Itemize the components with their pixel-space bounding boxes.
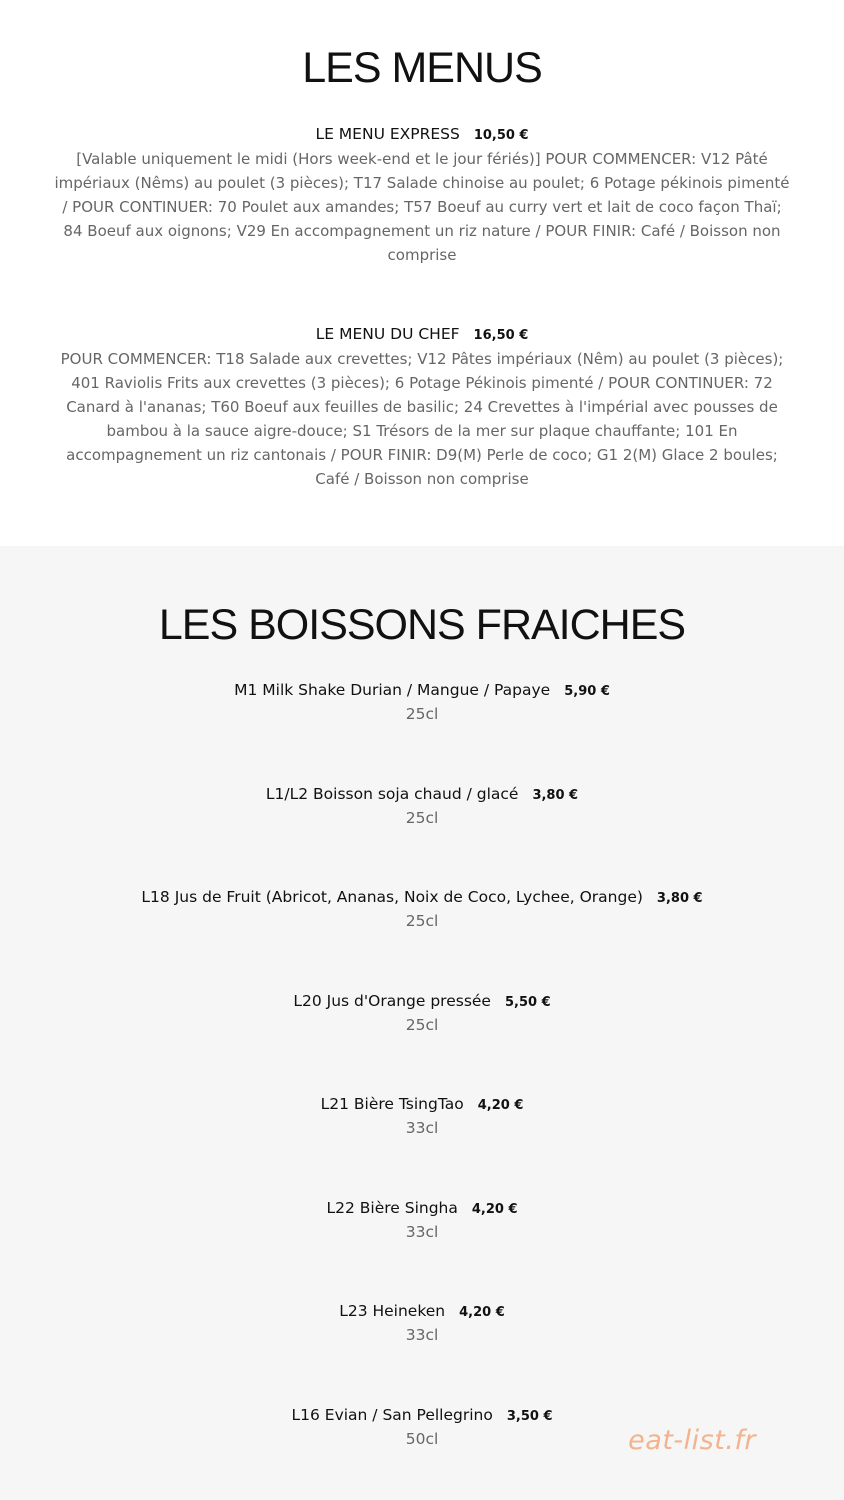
drink-item-price: 4,20 € (477, 1098, 524, 1113)
drink-item-name: L16 Evian / San Pellegrino (291, 1406, 493, 1424)
drink-item-name: L20 Jus d'Orange pressée (293, 992, 491, 1010)
drinks-section (0, 546, 844, 1500)
drink-item (0, 1198, 844, 1242)
drink-item-volume: 33cl (405, 1223, 439, 1241)
drink-item-name: L21 Bière TsingTao (320, 1095, 464, 1113)
menu-item (0, 124, 844, 267)
menu-item (0, 324, 844, 491)
menu-item-price: 16,50 € (473, 328, 529, 343)
drink-item-price: 5,50 € (504, 995, 551, 1010)
drinks-title: LES BOISSONS FRAICHES (158, 601, 686, 649)
drink-item-price: 3,80 € (532, 788, 579, 803)
menu-item-name: LE MENU EXPRESS (315, 125, 460, 143)
drink-item-price: 4,20 € (471, 1202, 518, 1217)
drink-item (0, 1094, 844, 1138)
drink-item (0, 991, 844, 1035)
drink-item-name: L18 Jus de Fruit (Abricot, Ananas, Noix de Coco, Lychee, Orange) (141, 888, 643, 906)
drink-item-price: 3,50 € (506, 1409, 553, 1424)
drink-item (0, 680, 844, 724)
menu-item-description: [Valable uniquement le midi (Hors week-end et le jour fériés)] POUR COMMENCER: V12 Pâté impériaux (Nêms) au poulet (3 pièces); T17 Salade chinoise au poulet; 6 Potage pékinois pimenté / POUR CONTINUER: 70 Poulet aux amandes; T57 Boeuf au curry vert et lait de coco façon Thaï; 84 Boeuf aux oignons; V29 En accompagnement un riz nature / POUR FINIR: Café / Boisson non comprise (54, 150, 790, 264)
drink-item-volume: 25cl (405, 912, 439, 930)
menu-item-description: POUR COMMENCER: T18 Salade aux crevettes; V12 Pâtes impériaux (Nêm) au poulet (3 pièces); 401 Raviolis Frits aux crevettes (3 pièces); 6 Potage Pékinois pimenté / POUR CONTINUER: 72 Canard à l'ananas; T60 Boeuf aux feuilles de basilic; 24 Crevettes à l'impérial avec pousses de bambou à la sauce aigre-douce; S1 Trésors de la mer sur plaque chauffante; 101 En accompagnement un riz cantonais / POUR FINIR: D9(M) Perle de coco; G1 2(M) Glace 2 boules; Café / Boisson non comprise (60, 350, 784, 488)
drink-item-volume: 25cl (405, 1016, 439, 1034)
drink-item-name: L23 Heineken (339, 1302, 446, 1320)
drink-item-price: 4,20 € (459, 1305, 505, 1320)
drink-item-name: L1/L2 Boisson soja chaud / glacé (265, 785, 519, 803)
drink-item (0, 887, 844, 931)
drink-item (0, 1301, 844, 1345)
drink-item-volume: 33cl (405, 1119, 439, 1137)
drink-item-name: L22 Bière Singha (326, 1199, 458, 1217)
drink-item-price: 3,80 € (656, 891, 703, 906)
menus-title: LES MENUS (302, 44, 542, 92)
drink-item-price: 5,90 € (564, 684, 610, 699)
menu-item-name: LE MENU DU CHEF (315, 325, 460, 343)
menus-section (0, 0, 844, 546)
drink-item-volume: 50cl (405, 1430, 439, 1448)
drink-item-volume: 25cl (405, 705, 439, 723)
drink-item-volume: 33cl (405, 1326, 439, 1344)
menu-item-price: 10,50 € (473, 128, 529, 143)
drink-item-volume: 25cl (405, 809, 439, 827)
drink-item (0, 784, 844, 828)
watermark: eat-list.fr (628, 1425, 756, 1456)
drink-item-name: M1 Milk Shake Durian / Mangue / Papaye (234, 681, 551, 699)
